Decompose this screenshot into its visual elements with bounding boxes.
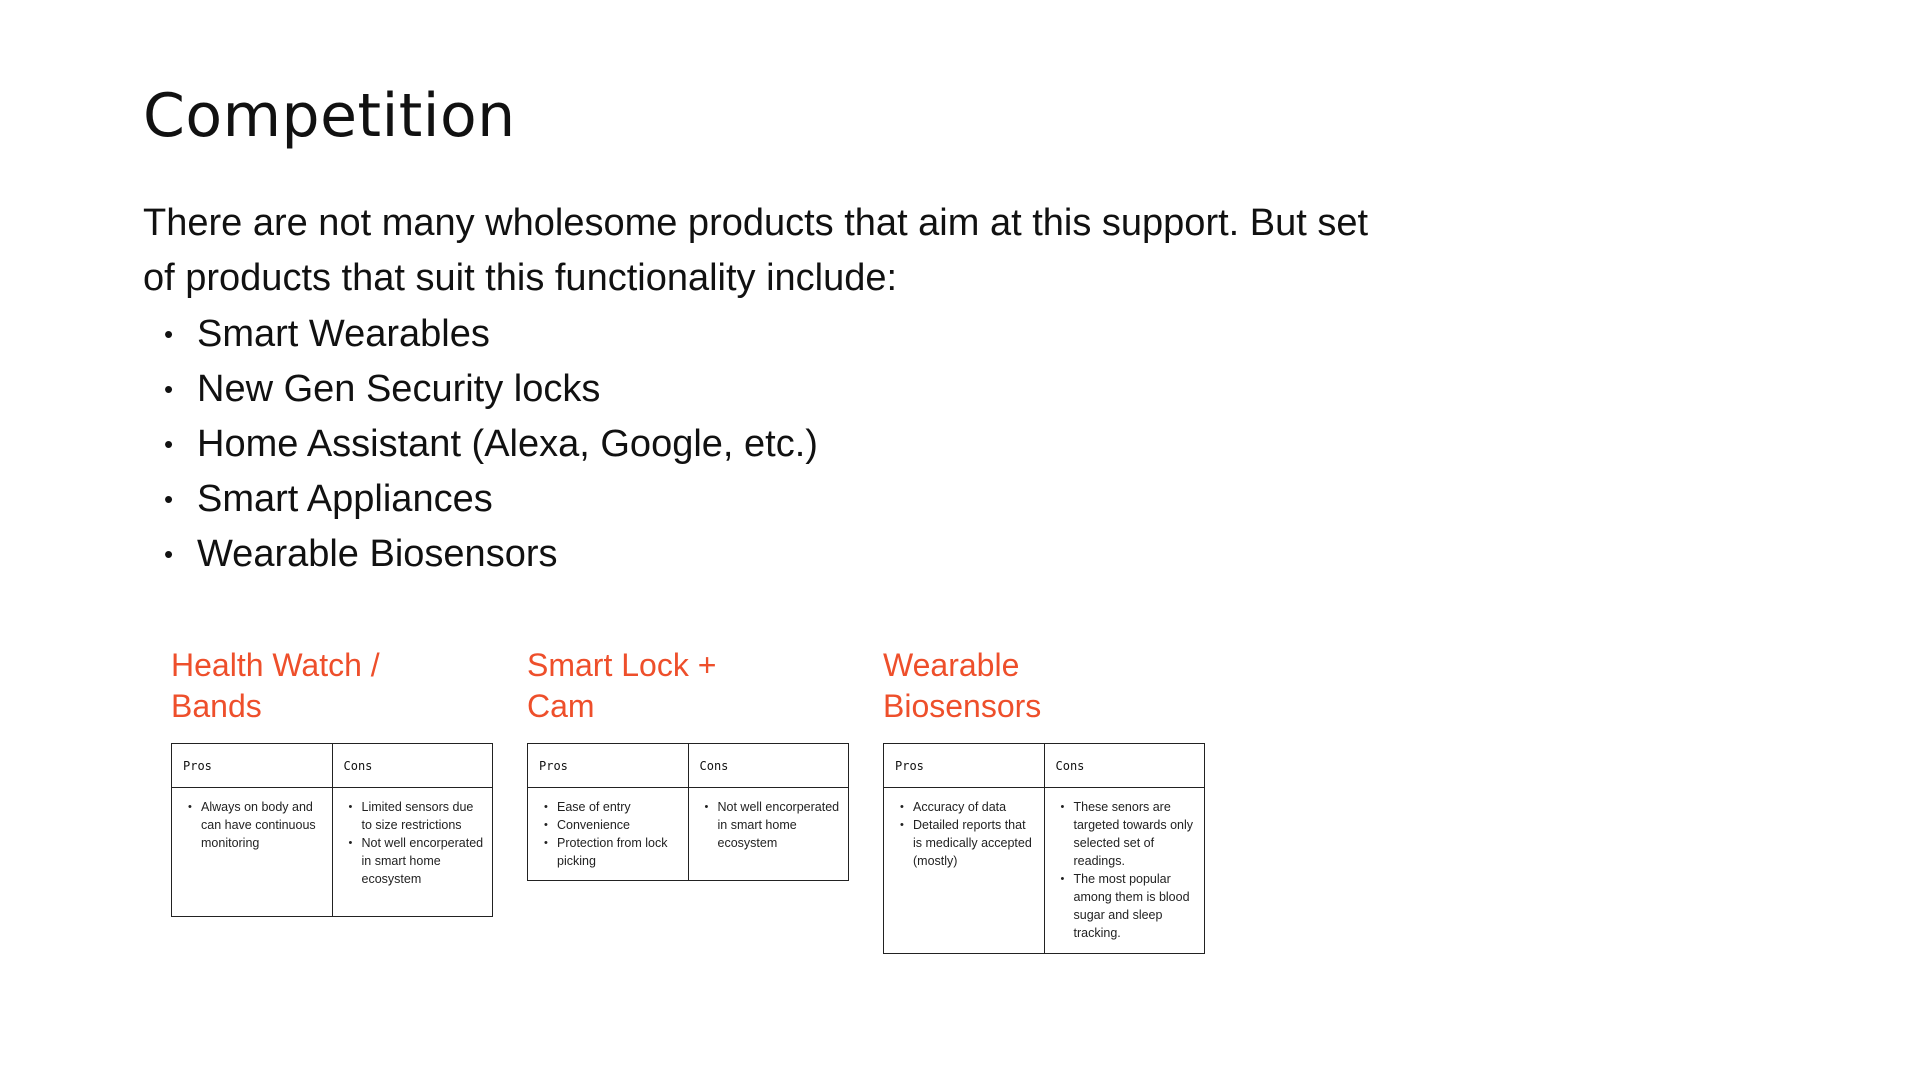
con-item: • Limited sensors due to size restrictions [345,798,485,834]
bullet-icon: • [164,484,174,514]
list-item-label: Wearable Biosensors [197,533,558,575]
card-title-line: Biosensors [883,688,1042,724]
list-item-label: Smart Wearables [197,313,490,355]
con-item: • These senors are targeted towards only selected set of readings. [1057,798,1197,870]
pros-cell [528,788,689,881]
cons-cell [1044,788,1205,954]
list-item [143,307,818,362]
con-item: • Not well encorperated in smart home ecosystem [345,834,485,888]
competitor-card-wearable-biosensors [883,645,1205,954]
bullet-icon: • [164,319,174,349]
bullet-icon: • [164,374,174,404]
card-title-line: Wearable [883,647,1020,683]
pros-cell [884,788,1045,954]
pros-header: Pros [884,744,1045,788]
cons-header: Cons [1044,744,1205,788]
card-title-line: Bands [171,688,262,724]
bullet-icon: • [164,539,174,569]
pro-item: • Ease of entry [540,798,680,816]
cons-cell [332,788,493,917]
list-item [143,417,818,472]
con-item: • The most popular among them is blood sugar and sleep tracking. [1057,870,1197,942]
pros-cell [172,788,333,917]
card-title [527,645,849,743]
pros-header: Pros [172,744,333,788]
pros-header: Pros [528,744,689,788]
product-category-list [143,307,818,582]
pro-item: • Detailed reports that is medically accepted (mostly) [896,816,1036,870]
pros-cons-table [527,743,849,881]
card-title [171,645,493,743]
pro-item: • Always on body and can have continuous monitoring [184,798,324,852]
cons-cell [688,788,849,881]
pros-cons-table [883,743,1205,954]
list-item [143,472,818,527]
list-item [143,527,818,582]
intro-paragraph: There are not many wholesome products that aim at this support. But set of products that suit this functionality include: [143,202,1369,299]
card-title-line: Smart Lock + [527,647,717,683]
competitor-card-smart-lock [527,645,849,881]
card-title-line: Health Watch / [171,647,380,683]
competitor-card-health-watch [171,645,493,917]
list-item-label: New Gen Security locks [197,368,601,410]
pro-item: • Convenience [540,816,680,834]
pro-item: • Protection from lock picking [540,834,680,870]
pros-cons-table [171,743,493,917]
slide-title: Competition [143,81,516,151]
bullet-icon: • [164,429,174,459]
cons-header: Cons [688,744,849,788]
list-item-label: Home Assistant (Alexa, Google, etc.) [197,423,818,465]
card-title-line: Cam [527,688,595,724]
con-item: • Not well encorperated in smart home ecosystem [701,798,841,852]
cons-header: Cons [332,744,493,788]
pro-item: • Accuracy of data [896,798,1036,816]
list-item-label: Smart Appliances [197,478,493,520]
list-item [143,362,818,417]
card-title [883,645,1205,743]
